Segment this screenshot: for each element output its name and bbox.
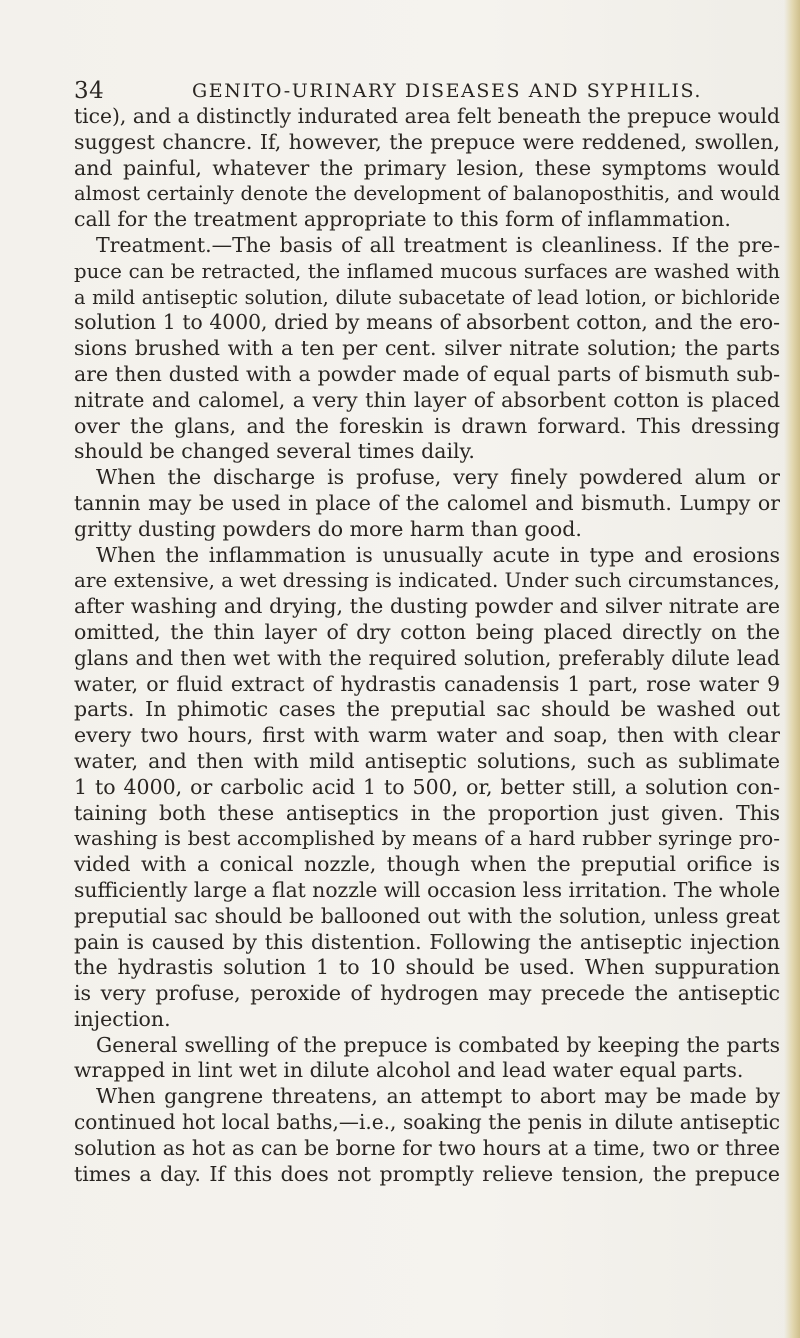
text-line: vided with a conical nozzle, though when the preputial orifice is <box>74 852 780 877</box>
text-line: wrapped in lint wet in dilute alcohol and lead water equal parts. <box>74 1058 744 1083</box>
text-line: solution as hot as can be borne for two hours at a time, two or three <box>74 1135 780 1160</box>
text-line: water, and then with mild antiseptic solutions, such as sublimate <box>74 748 780 773</box>
text-line: puce can be retracted, the inflamed mucous surfaces are washed with <box>74 259 780 283</box>
text-line: omitted, the thin layer of dry cotton being placed directly on the <box>74 619 780 644</box>
text-line: glans and then wet with the required solution, preferably dilute lead <box>74 645 780 670</box>
text-line: parts. In phimotic cases the preputial sac should be washed out <box>74 697 780 722</box>
text-line: taining both these antiseptics in the proportion just given. This <box>74 800 780 825</box>
text-line: almost certainly denote the development of balanoposthitis, and would <box>74 182 780 206</box>
text-line: the hydrastis solution 1 to 10 should be used. When suppuration <box>74 955 780 980</box>
text-line: nitrate and calomel, a very thin layer of absorbent cotton is placed <box>74 387 780 412</box>
text-line: gritty dusting powders do more harm than good. <box>74 516 582 541</box>
text-line: is very profuse, peroxide of hydrogen may precede the antiseptic <box>74 981 780 1006</box>
text-line: When the discharge is profuse, very finely powdered alum or <box>96 465 780 490</box>
page-edge-shadow <box>784 0 800 1338</box>
text-line: General swelling of the prepuce is combated by keeping the parts <box>96 1032 780 1057</box>
text-line: suggest chancre. If, however, the prepuce were reddened, swollen, <box>74 129 780 154</box>
page-number: 34 <box>74 78 105 104</box>
text-line: a mild antiseptic solution, dilute subacetate of lead lotion, or bichloride <box>74 285 780 309</box>
text-line: washing is best accomplished by means of a hard rubber syringe pro- <box>74 827 780 851</box>
text-line: after washing and drying, the dusting powder and silver nitrate are <box>74 594 780 619</box>
text-line: When the inflammation is unusually acute in type and erosions <box>96 542 780 567</box>
text-line: When gangrene threatens, an attempt to abort may be made by <box>96 1084 780 1109</box>
text-line: continued hot local baths,—i.e., soaking the penis in dilute antiseptic <box>74 1110 780 1135</box>
text-line: call for the treatment appropriate to this form of inflammation. <box>74 207 731 232</box>
text-line: should be changed several times daily. <box>74 439 475 464</box>
text-line: times a day. If this does not promptly relieve tension, the prepuce <box>74 1161 780 1186</box>
text-line: are extensive, a wet dressing is indicated. Under such circumstances, <box>74 569 780 593</box>
text-line: tice), and a distinctly indurated area felt beneath the prepuce would <box>74 104 780 128</box>
text-line: 1 to 4000, or carbolic acid 1 to 500, or, better still, a solution con- <box>74 774 780 799</box>
body-text <box>74 104 780 1187</box>
text-line: every two hours, first with warm water and soap, then with clear <box>74 723 780 748</box>
text-line: injection. <box>74 1006 171 1031</box>
text-line: are then dusted with a powder made of equal parts of bismuth sub- <box>74 361 780 386</box>
text-line: sufficiently large a flat nozzle will occasion less irritation. The whole <box>74 877 780 902</box>
text-line: solution 1 to 4000, dried by means of absorbent cotton, and the ero- <box>74 310 780 335</box>
text-line: tannin may be used in place of the calomel and bismuth. Lumpy or <box>74 490 780 515</box>
text-line: preputial sac should be ballooned out with the solution, unless great <box>74 903 780 928</box>
text-line: Treatment.—The basis of all treatment is cleanliness. If the pre- <box>96 232 780 257</box>
text-line: pain is caused by this distention. Following the antiseptic injection <box>74 929 780 954</box>
text-line: sions brushed with a ten per cent. silver nitrate solution; the parts <box>74 336 780 361</box>
text-line: over the glans, and the foreskin is drawn forward. This dressing <box>74 413 780 438</box>
text-line: water, or fluid extract of hydrastis canadensis 1 part, rose water 9 <box>74 671 780 696</box>
text-line: and painful, whatever the primary lesion, these symptoms would <box>74 155 780 180</box>
running-head: GENITO-URINARY DISEASES AND SYPHILIS. <box>192 80 703 102</box>
